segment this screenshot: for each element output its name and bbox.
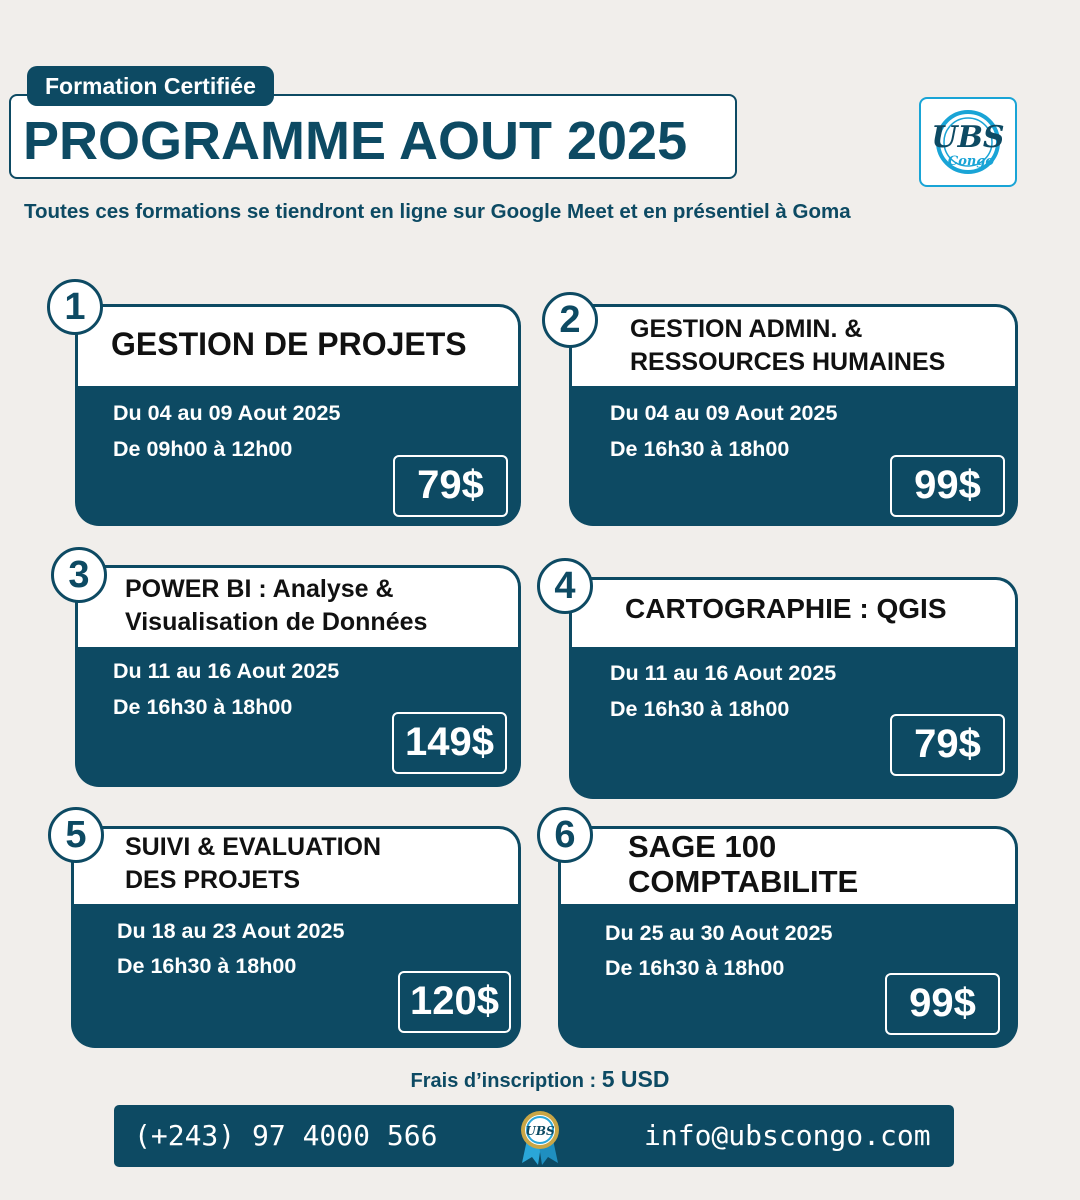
fees-label: Frais d’inscription : [410, 1070, 597, 1092]
course-hours: De 16h30 à 18h00 [610, 437, 790, 461]
course-title: GESTION ADMIN. & RESSOURCES HUMAINES [630, 315, 946, 376]
course-dates: Du 11 au 16 Aout 2025 [610, 661, 837, 685]
course-hours: De 16h30 à 18h00 [117, 954, 297, 978]
course-card-4 [569, 577, 1018, 799]
course-card-5 [71, 826, 521, 1048]
course-number-4: 4 [537, 558, 593, 614]
course-price: 79$ [890, 714, 1005, 776]
course-price: 99$ [890, 455, 1005, 517]
certified-tag: Formation Certifiée [27, 66, 274, 106]
course-hours: De 16h30 à 18h00 [605, 956, 785, 980]
course-number-3: 3 [51, 547, 107, 603]
course-card-3 [75, 565, 521, 787]
course-dates: Du 04 au 09 Aout 2025 [113, 401, 341, 425]
course-number-5: 5 [48, 807, 104, 863]
course-price: 99$ [885, 973, 1000, 1035]
ubs-logo [919, 97, 1017, 187]
course-hours: De 09h00 à 12h00 [113, 437, 293, 461]
course-dates: Du 04 au 09 Aout 2025 [610, 401, 838, 425]
course-dates: Du 11 au 16 Aout 2025 [113, 659, 340, 683]
logo-text-bottom: Congo [947, 154, 995, 169]
course-dates: Du 18 au 23 Aout 2025 [117, 919, 345, 943]
subtitle: Toutes ces formations se tiendront en ligne sur Google Meet et en présentiel à Goma [24, 200, 851, 223]
course-title: SUIVI & EVALUATION DES PROJETS [125, 833, 382, 894]
contact-footer [114, 1105, 954, 1167]
course-dates: Du 25 au 30 Aout 2025 [605, 921, 833, 945]
phone-link[interactable]: (+243) 97 4000 566 [134, 1119, 438, 1152]
course-card-6 [558, 826, 1018, 1048]
course-title: CARTOGRAPHIE : QGIS [625, 593, 947, 624]
medal-text: UBS [525, 1124, 555, 1138]
course-price: 79$ [393, 455, 508, 517]
fees-value: 5 USD [601, 1066, 670, 1092]
course-title: GESTION DE PROJETS [111, 326, 467, 362]
course-hours: De 16h30 à 18h00 [113, 695, 293, 719]
course-number-2: 2 [542, 292, 598, 348]
course-title: SAGE 100 COMPTABILITE [628, 829, 859, 899]
registration-fees [0, 1066, 1080, 1093]
course-price: 149$ [392, 712, 507, 774]
page-title: PROGRAMME AOUT 2025 [23, 111, 688, 171]
course-hours: De 16h30 à 18h00 [610, 697, 790, 721]
course-title: POWER BI : Analyse & Visualisation de Données [125, 575, 428, 636]
medal-icon [516, 1109, 564, 1167]
course-card-1 [75, 304, 521, 526]
title-box [9, 94, 737, 179]
course-card-2 [569, 304, 1018, 526]
course-number-6: 6 [537, 807, 593, 863]
course-number-1: 1 [47, 279, 103, 335]
ubs-logo-icon [921, 99, 1015, 185]
course-price: 120$ [398, 971, 511, 1033]
email-link[interactable]: info@ubscongo.com [644, 1119, 931, 1152]
logo-text-top: UBS [931, 120, 1005, 155]
